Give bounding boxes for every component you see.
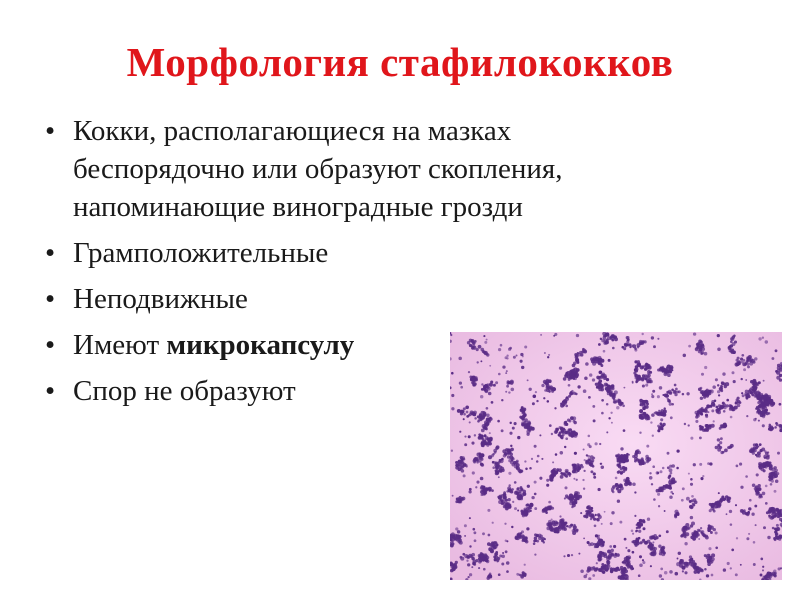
micrograph-svg bbox=[450, 332, 782, 580]
bullet-text-prefix: Имеют bbox=[73, 329, 167, 361]
bullet-item bbox=[45, 112, 685, 226]
bullet-text: Кокки, располагающиеся на мазках беспорядочно или образуют скопления, напоминающие виноградные грозди bbox=[73, 115, 563, 223]
bullet-text: Грамположительные bbox=[73, 237, 329, 269]
bullet-text: Неподвижные bbox=[73, 283, 248, 315]
bullet-dot: • bbox=[45, 283, 56, 315]
bullet-dot: • bbox=[45, 115, 56, 147]
slide-title: Морфология стафилококков bbox=[126, 39, 674, 85]
bullet-item bbox=[45, 280, 685, 318]
gram-stain-micrograph-icon bbox=[450, 332, 782, 580]
bullet-text: Спор не образуют bbox=[73, 375, 296, 407]
bullet-dot: • bbox=[45, 329, 56, 361]
bullet-text-bold: микрокапсулу bbox=[166, 329, 355, 361]
bullet-dot: • bbox=[45, 237, 56, 269]
bullet-item bbox=[45, 234, 685, 272]
bullet-dot: • bbox=[45, 375, 56, 407]
